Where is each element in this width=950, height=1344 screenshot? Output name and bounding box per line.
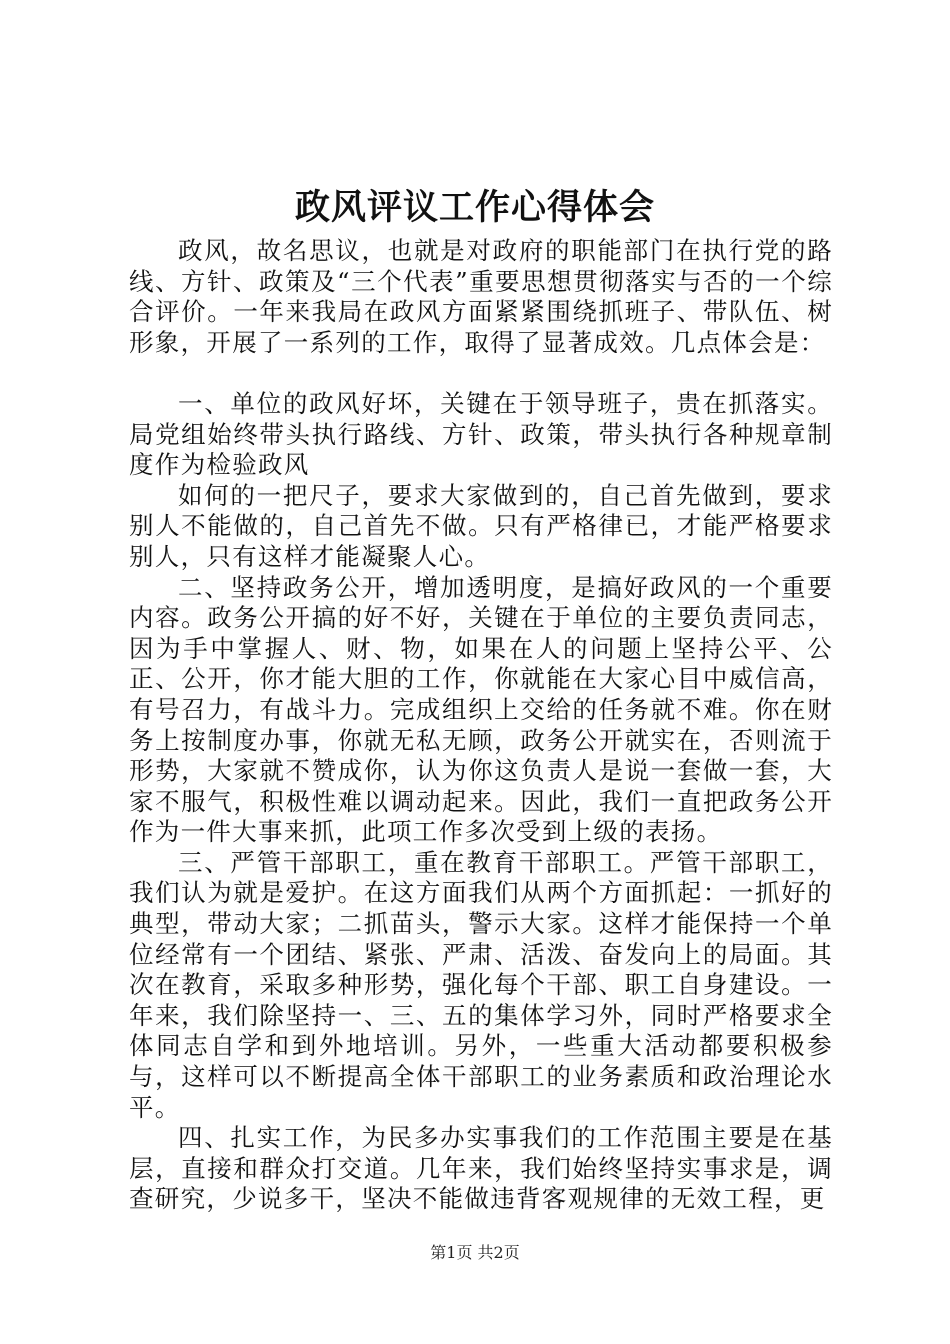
- page-number-footer: 第1页 共2页: [430, 1243, 520, 1262]
- paragraph-intro: 政风，故名思议，也就是对政府的职能部门在执行党的路线、方针、政策及“三个代表”重要思想贯彻落实与否的一个综合评价。一年来我局在政风方面紧紧围绕抓班子、带队伍、树形象，开展了一系列的工作，取得了显著成效。几点体会是：: [129, 236, 833, 357]
- document-title: 政风评议工作心得体会: [294, 187, 655, 228]
- paragraph-point-three: 三、严管干部职工，重在教育干部职工。严管干部职工，我们认为就是爱护。在这方面我们从两个方面抓起：一抓好的典型，带动大家；二抓苗头，警示大家。这样才能保持一个单位经常有一个团结、紧张、严肃、活泼、奋发向上的局面。其次在教育，采取多种形势，强化每个干部、职工自身建设。一年来，我们除坚持一、三、五的集体学习外，同时严格要求全体同志自学和到外地培训。另外，一些重大活动都要积极参与，这样可以不断提高全体干部职工的业务素质和政治理论水平。: [129, 847, 833, 1122]
- paragraph-point-four: 四、扎实工作，为民多办实事我们的工作范围主要是在基层，直接和群众打交道。几年来，我们始终坚持实事求是，调查研究，少说多干，坚决不能做违背客观规律的无效工程，更: [129, 1123, 833, 1214]
- paragraph-spacer: [129, 358, 833, 389]
- document-body: [129, 236, 833, 1215]
- paragraph-point-one: 一、单位的政风好坏，关键在于领导班子，贵在抓落实。局党组始终带头执行路线、方针、政策，带头执行各种规章制度作为检验政风: [129, 388, 833, 480]
- paragraph-point-two: 二、坚持政务公开，增加透明度，是搞好政风的一个重要内容。政务公开搞的好不好，关键在于单位的主要负责同志，因为手中掌握人、财、物，如果在人的问题上坚持公平、公正、公开，你才能大胆的工作，你就能在大家心目中威信高，有号召力，有战斗力。完成组织上交给的任务就不难。你在财务上按制度办事，你就无私无顾，政务公开就实在，否则流于形势，大家就不赞成你，认为你这负责人是说一套做一套，大家不服气，积极性难以调动起来。因此，我们一直把政务公开作为一件大事来抓，此项工作多次受到上级的表扬。: [129, 572, 833, 847]
- paragraph-point-one-continued: 如何的一把尺子，要求大家做到的，自己首先做到，要求别人不能做的，自己首先不做。只有严格律已，才能严格要求别人，只有这样才能凝聚人心。: [129, 480, 833, 571]
